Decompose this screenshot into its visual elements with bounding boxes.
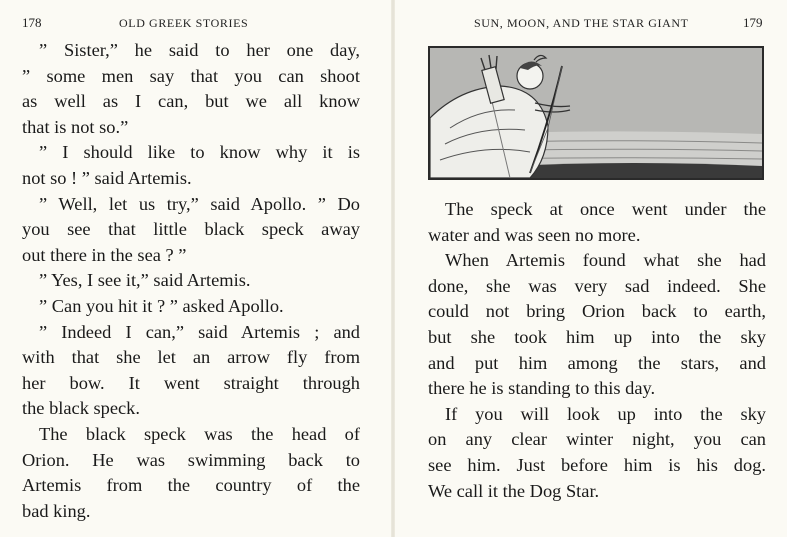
text-line: there he is standing to this day. (428, 378, 656, 399)
text-line: and put him among the stars, and (428, 352, 766, 373)
paragraph (428, 402, 766, 504)
left-page (0, 0, 391, 537)
text-line: We call it the Dog Star. (428, 480, 600, 501)
paragraph (22, 320, 360, 422)
text-line: on any clear winter night, you can (428, 429, 766, 450)
text-line: ” some men say that you can shoot (22, 65, 360, 86)
text-line: you see that little black speck away (22, 219, 360, 240)
artemis-illustration (428, 46, 764, 180)
text-line: Orion. He was swimming back to (22, 449, 360, 470)
text-line: ” Yes, I see it,” said Artemis. (39, 270, 251, 291)
text-line: Artemis from the country of the (22, 475, 360, 496)
text-line: ” Can you hit it ? ” asked Apollo. (39, 295, 284, 316)
paragraph (22, 38, 360, 140)
paragraph (428, 248, 766, 402)
text-line: her bow. It went straight through (22, 372, 360, 393)
text-line: ” Indeed I can,” said Artemis ; and (39, 321, 360, 342)
text-line: as well as I can, but we all know (22, 91, 360, 112)
running-head-right: SUN, MOON, AND THE STAR GIANT (474, 16, 689, 30)
text-line: see him. Just before him is his dog. (428, 454, 766, 475)
page-number-left: 178 (22, 15, 42, 30)
right-body-text (428, 197, 766, 504)
text-line: bad king. (22, 500, 91, 521)
text-line: but she took him up into the sky (428, 326, 766, 347)
text-line: the black speck. (22, 398, 140, 419)
left-body-text (22, 38, 360, 524)
text-line: with that she let an arrow fly from (22, 347, 360, 368)
text-line: The speck at once went under the (445, 199, 766, 219)
paragraph (22, 294, 360, 320)
text-line: that is not so.” (22, 116, 129, 137)
artemis-drawing (430, 48, 762, 178)
text-line: When Artemis found what she had (445, 250, 766, 271)
paragraph (22, 192, 360, 269)
text-line: The black speck was the head of (39, 423, 360, 444)
text-line: If you will look up into the sky (445, 403, 766, 424)
text-line: water and was seen no more. (428, 224, 641, 245)
text-line: ” Well, let us try,” said Apollo. ” Do (39, 193, 360, 214)
paragraph (22, 268, 360, 294)
text-line: ” Sister,” he said to her one day, (39, 40, 360, 60)
text-line: could not bring Orion back to earth, (428, 301, 766, 322)
paragraph (22, 140, 360, 191)
page-number-right: 179 (743, 15, 763, 30)
paragraph (428, 197, 766, 248)
text-line: out there in the sea ? ” (22, 244, 187, 265)
text-line: not so ! ” said Artemis. (22, 167, 192, 188)
running-head-left: OLD GREEK STORIES (119, 16, 249, 30)
paragraph (22, 422, 360, 524)
text-line: done, she was very sad indeed. She (428, 275, 766, 296)
right-page (395, 0, 787, 537)
text-line: ” I should like to know why it is (39, 142, 360, 163)
